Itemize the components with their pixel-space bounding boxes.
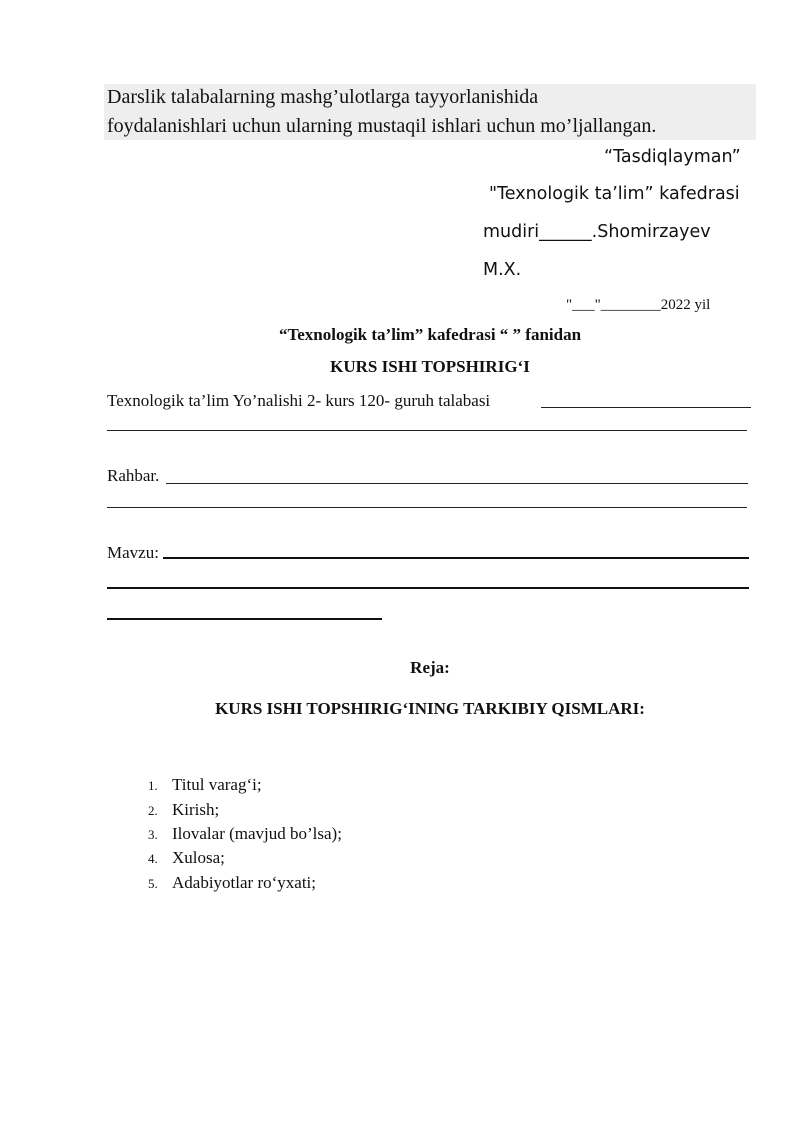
topic-label: Mavzu: xyxy=(107,543,159,562)
approval-line-2: "Texnologik ta’lim” kafedrasi xyxy=(489,184,740,204)
list-item: Ilovalar (mavjud bo’lsa); xyxy=(172,824,342,843)
supervisor-extra-line xyxy=(107,507,747,508)
intro-line-1: Darslik talabalarning mashg’ulotlarga tayyorlanishida xyxy=(107,86,539,108)
plan-subheading: KURS ISHI TOPSHIRIG‘INING TARKIBIY QISMLARI: xyxy=(215,699,645,718)
student-name-line xyxy=(541,407,751,408)
topic-extra-line-1 xyxy=(107,587,749,589)
approval-line-4: M.X. xyxy=(483,260,522,280)
document-title: KURS ISHI TOPSHIRIG‘I xyxy=(330,357,530,376)
supervisor-label: Rahbar. xyxy=(107,466,160,485)
student-label: Texnologik ta’lim Yo’nalishi 2- kurs 120- guruh talabasi xyxy=(107,391,491,410)
approval-date: "___"________2022 yil xyxy=(566,297,711,313)
list-item-number: 5. xyxy=(148,876,158,891)
list-item-number: 4. xyxy=(148,851,158,866)
intro-line-2: foydalanishlari uchun ularning mustaqil ishlari uchun mo’ljallangan. xyxy=(107,115,657,137)
student-extra-line xyxy=(107,430,747,431)
list-item-number: 2. xyxy=(148,803,158,818)
approval-line-3: mudiri______.Shomirzayev xyxy=(483,222,711,242)
list-item-number: 1. xyxy=(148,778,158,793)
list-item: Adabiyotlar ro‘yxati; xyxy=(172,873,316,892)
list-item: Titul varag‘i; xyxy=(172,775,262,794)
list-item: Kirish; xyxy=(172,800,220,819)
supervisor-line xyxy=(166,483,748,484)
topic-extra-line-2 xyxy=(107,618,382,620)
approval-line-1: “Tasdiqlayman” xyxy=(604,147,741,167)
plan-heading: Reja: xyxy=(410,658,450,677)
topic-line xyxy=(163,557,749,559)
list-item-number: 3. xyxy=(148,827,158,842)
subject-heading: “Texnologik ta’lim” kafedrasi “ ” fanidan xyxy=(278,325,582,344)
list-item: Xulosa; xyxy=(172,848,225,867)
